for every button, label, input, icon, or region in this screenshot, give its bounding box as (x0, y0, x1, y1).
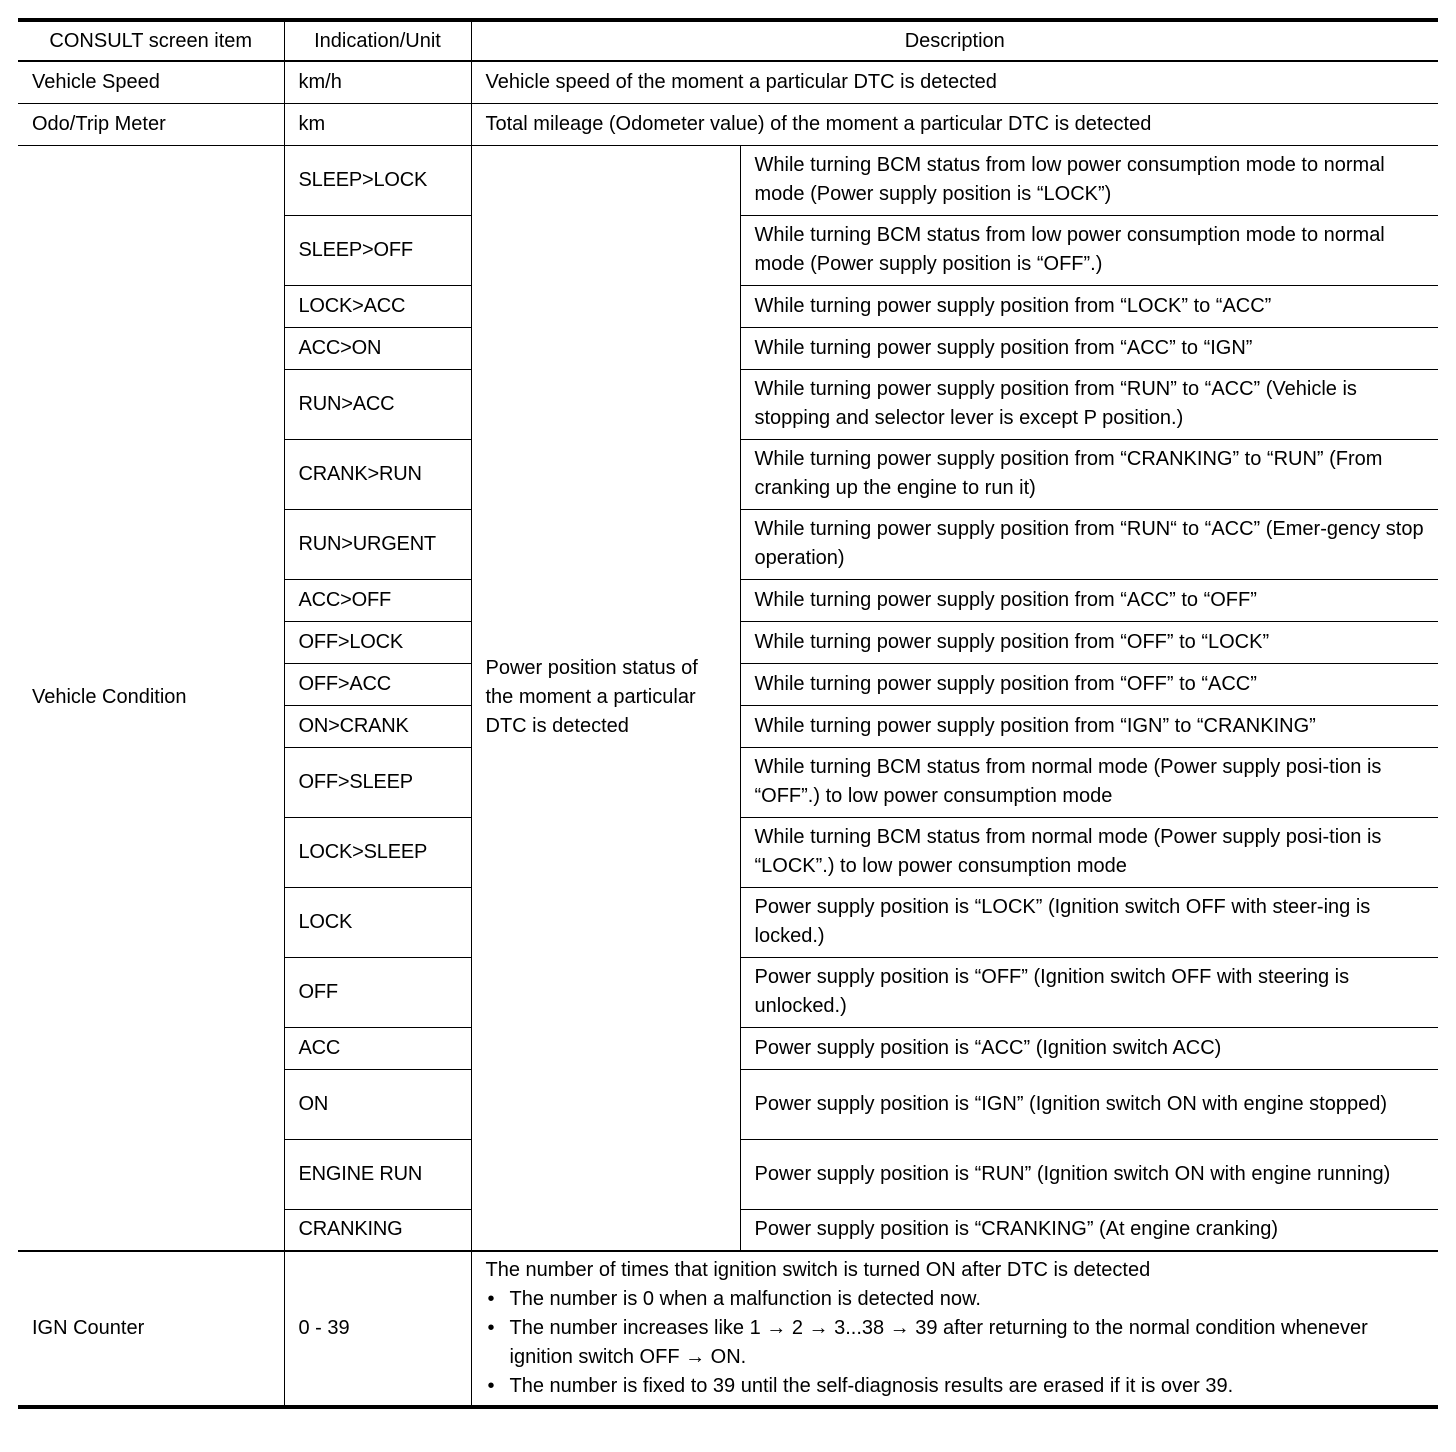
unit-cell: km/h (284, 61, 471, 103)
unit-cell: SLEEP>OFF (284, 215, 471, 285)
description-cell: While turning power supply position from “IGN” to “CRANKING” (740, 705, 1438, 747)
consult-data-table (18, 18, 1438, 1409)
table-row-vehicle-speed (18, 61, 1438, 103)
unit-cell: LOCK>SLEEP (284, 817, 471, 887)
unit-cell: ACC>OFF (284, 579, 471, 621)
item-cell: Vehicle Condition (18, 145, 284, 1251)
unit-cell: ON (284, 1069, 471, 1139)
description-cell: Power supply position is “LOCK” (Ignition switch OFF with steer-ing is locked.) (740, 887, 1438, 957)
description-cell: Power supply position is “ACC” (Ignition switch ACC) (740, 1027, 1438, 1069)
table-header-row (18, 20, 1438, 61)
consult-table-document (18, 18, 1438, 1409)
description-cell: Total mileage (Odometer value) of the moment a particular DTC is detected (471, 103, 1438, 145)
unit-cell: ACC (284, 1027, 471, 1069)
unit-cell: 0 - 39 (284, 1251, 471, 1407)
unit-cell: km (284, 103, 471, 145)
description-cell: Power supply position is “CRANKING” (At engine cranking) (740, 1209, 1438, 1251)
unit-cell: OFF>ACC (284, 663, 471, 705)
description-cell: While turning power supply position from “ACC” to “OFF” (740, 579, 1438, 621)
description-cell: Vehicle speed of the moment a particular DTC is detected (471, 61, 1438, 103)
unit-cell: LOCK>ACC (284, 285, 471, 327)
description-cell: Power supply position is “OFF” (Ignition switch OFF with steering is unlocked.) (740, 957, 1438, 1027)
unit-cell: OFF>SLEEP (284, 747, 471, 817)
unit-cell: CRANK>RUN (284, 439, 471, 509)
table-row-ign-counter (18, 1251, 1438, 1407)
list-item: • The number is fixed to 39 until the self-diagnosis results are erased if it is over 39. (486, 1372, 1425, 1401)
table-row-vehicle-condition (18, 145, 1438, 215)
unit-cell: ENGINE RUN (284, 1139, 471, 1209)
description-cell: Power supply position is “IGN” (Ignition switch ON with engine stopped) (740, 1069, 1438, 1139)
header-item: CONSULT screen item (18, 20, 284, 61)
unit-cell: RUN>ACC (284, 369, 471, 439)
unit-cell: LOCK (284, 887, 471, 957)
unit-cell: ACC>ON (284, 327, 471, 369)
item-cell: IGN Counter (18, 1251, 284, 1407)
description-cell: While turning BCM status from low power consumption mode to normal mode (Power supply position is “LOCK”) (740, 145, 1438, 215)
ign-counter-bullet-list (486, 1285, 1425, 1401)
ign-counter-intro: The number of times that ignition switch is turned ON after DTC is detected (485, 1259, 1151, 1281)
description-cell: While turning power supply position from “ACC” to “IGN” (740, 327, 1438, 369)
header-description: Description (471, 20, 1438, 61)
unit-cell: SLEEP>LOCK (284, 145, 471, 215)
header-unit: Indication/Unit (284, 20, 471, 61)
unit-cell: RUN>URGENT (284, 509, 471, 579)
description-cell: While turning power supply position from “OFF” to “LOCK” (740, 621, 1438, 663)
unit-cell: ON>CRANK (284, 705, 471, 747)
description-cell: While turning power supply position from “CRANKING” to “RUN” (From cranking up the engine to run it) (740, 439, 1438, 509)
unit-cell: CRANKING (284, 1209, 471, 1251)
description-cell: While turning BCM status from low power consumption mode to normal mode (Power supply position is “OFF”.) (740, 215, 1438, 285)
description-cell: While turning BCM status from normal mode (Power supply posi-tion is “LOCK”.) to low power consumption mode (740, 817, 1438, 887)
description-cell: Power supply position is “RUN” (Ignition switch ON with engine running) (740, 1139, 1438, 1209)
description-cell: While turning power supply position from “OFF” to “ACC” (740, 663, 1438, 705)
description-cell: While turning BCM status from normal mode (Power supply posi-tion is “OFF”.) to low power consumption mode (740, 747, 1438, 817)
item-cell: Odo/Trip Meter (18, 103, 284, 145)
list-item: • The number is 0 when a malfunction is detected now. (486, 1285, 1425, 1314)
description-cell: While turning power supply position from “LOCK” to “ACC” (740, 285, 1438, 327)
description-cell: While turning power supply position from “RUN“ to “ACC” (Emer-gency stop operation) (740, 509, 1438, 579)
item-cell: Vehicle Speed (18, 61, 284, 103)
unit-cell: OFF>LOCK (284, 621, 471, 663)
description-cell (471, 1251, 1438, 1407)
summary-cell: Power position status of the moment a particular DTC is detected (471, 145, 740, 1251)
description-cell: While turning power supply position from “RUN” to “ACC” (Vehicle is stopping and selector lever is except P position.) (740, 369, 1438, 439)
table-row-odo-trip (18, 103, 1438, 145)
unit-cell: OFF (284, 957, 471, 1027)
list-item: • The number increases like 1 → 2 → 3...38 → 39 after returning to the normal condition whenever ignition switch OFF → ON. (486, 1314, 1425, 1372)
